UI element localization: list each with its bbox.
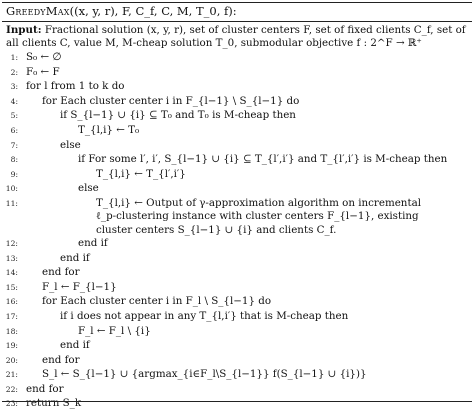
pseudocode-line	[0, 50, 474, 65]
pseudocode-line	[0, 251, 474, 266]
line-number: 22:	[5, 385, 18, 394]
line-number: 11:	[5, 199, 18, 208]
line-code: for l from 1 to k do	[26, 80, 125, 93]
input-text: Fractional solution (x, y, r), set of cluster centers F, set of fixed clients C_f, set of all clients C, value M, M-cheap solution T_0, submodular objective f : 2^F → ℝ⁺	[6, 24, 466, 49]
line-code: if i does not appear in any T_{l,i′} that is M-cheap then	[60, 310, 349, 322]
pseudocode-line	[0, 79, 474, 94]
line-number: 21:	[5, 370, 18, 380]
pseudocode-line	[0, 338, 474, 353]
line-number: 5:	[10, 111, 18, 121]
line-code: for Each cluster center i in F_l \ S_{l−1} do	[42, 295, 272, 308]
line-number: 9:	[10, 169, 18, 179]
pseudocode-line	[0, 353, 474, 368]
line-number: 17:	[5, 312, 18, 321]
line-code: end for	[42, 266, 80, 279]
line-number: 19:	[5, 341, 18, 351]
algorithm-input	[6, 24, 468, 50]
line-number: 10:	[5, 184, 18, 194]
pseudocode-line	[0, 280, 474, 295]
pseudocode-line	[0, 123, 474, 138]
pseudocode-line	[0, 265, 474, 280]
line-number: 4:	[10, 96, 18, 106]
line-code: else	[78, 182, 99, 195]
pseudocode-line	[0, 181, 474, 196]
line-number: 1:	[10, 53, 18, 62]
line-code: T_{l,i} ← Output of γ-approximation algorithm on incremental ℓ_p-clustering instance with cluster centers F_{l−1}, existing cluster centers S_{l−1} ∪ {i} and clients C_f.	[96, 197, 422, 236]
line-code: T_{l,i} ← T_{l′,i′}	[96, 167, 186, 180]
line-number: 23:	[5, 399, 18, 409]
line-code: if S_{l−1} ∪ {i} ⊆ T₀ and T₀ is M-cheap then	[60, 109, 296, 122]
line-code: T_{l,i} ← T₀	[78, 124, 140, 136]
line-code: F₀ ← F	[26, 65, 60, 78]
pseudocode-line	[0, 94, 474, 109]
line-number: 3:	[10, 82, 18, 92]
pseudocode-line	[0, 196, 474, 236]
line-number: 20:	[5, 355, 18, 365]
line-code: end if	[78, 237, 108, 249]
top-rule	[2, 2, 472, 3]
pseudocode-line	[0, 396, 474, 411]
pseudocode-line	[0, 294, 474, 309]
header-rule	[2, 21, 472, 22]
pseudocode-line	[0, 236, 474, 251]
algorithm-signature: ((x, y, r), F, C_f, C, M, T_0, f):	[69, 4, 237, 18]
line-code: F_l ← F_{l−1}	[42, 280, 117, 293]
pseudocode-line	[0, 138, 474, 153]
pseudocode-line	[0, 167, 474, 182]
pseudocode-line	[0, 324, 474, 339]
algorithm-title	[6, 4, 237, 19]
line-code: else	[60, 138, 81, 151]
line-code: S₀ ← ∅	[26, 51, 62, 63]
bottom-rule	[2, 401, 472, 402]
line-number: 8:	[10, 155, 18, 165]
pseudocode-line	[0, 309, 474, 324]
algorithm-name: GreedyMax	[6, 4, 70, 18]
line-code: return S_k	[26, 397, 82, 410]
line-number: 14:	[5, 268, 18, 278]
line-number: 12:	[5, 239, 18, 248]
pseudocode-line	[0, 367, 474, 382]
pseudocode-line	[0, 65, 474, 80]
line-code: end for	[26, 383, 64, 395]
line-number: 13:	[5, 253, 18, 263]
line-code: end if	[60, 251, 90, 264]
line-number: 2:	[10, 67, 18, 77]
line-code: end for	[42, 353, 80, 366]
input-label: Input:	[6, 24, 42, 36]
line-code: if For some l′, i′, S_{l−1} ∪ {i} ⊆ T_{l′,i′} and T_{l′,i′} is M-cheap then	[78, 153, 448, 166]
line-number: 18:	[5, 326, 18, 336]
line-code: S_l ← S_{l−1} ∪ {argmax_{i∈F_l\S_{l−1}} f(S_{l−1} ∪ {i})}	[42, 368, 367, 381]
line-code: end if	[60, 339, 90, 352]
line-number: 16:	[5, 297, 18, 307]
line-number: 7:	[10, 140, 18, 150]
pseudocode-line	[0, 108, 474, 123]
line-number: 6:	[10, 126, 18, 135]
line-number: 15:	[5, 282, 18, 292]
line-code: for Each cluster center i in F_{l−1} \ S_{l−1} do	[42, 94, 300, 107]
line-code: F_l ← F_l \ {i}	[78, 324, 151, 337]
pseudocode-line	[0, 152, 474, 167]
pseudocode-line	[0, 382, 474, 397]
